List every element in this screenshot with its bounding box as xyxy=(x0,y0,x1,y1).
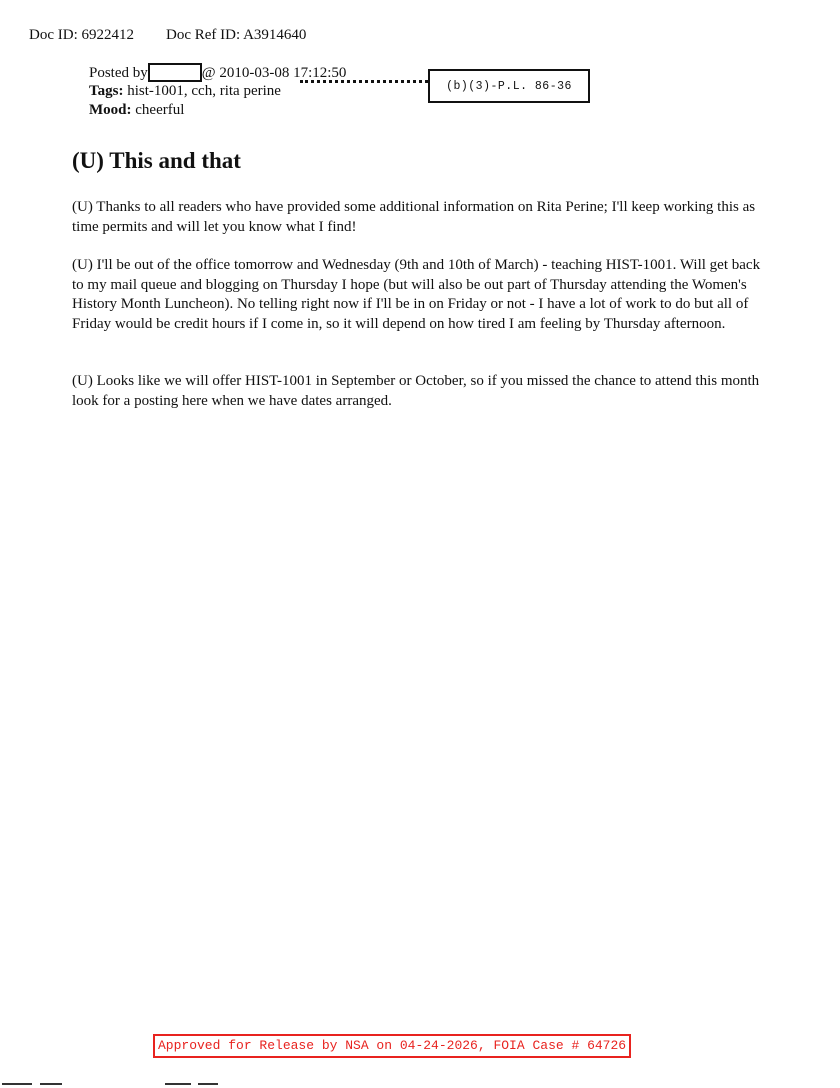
tags-label: Tags: xyxy=(89,83,124,99)
mood-row xyxy=(89,101,184,120)
tags-value: hist-1001, cch, rita perine xyxy=(127,83,281,99)
post-paragraph: (U) Thanks to all readers who have provided some additional information on Rita Perine; I'll keep working this as time permits and will let you know what I find! xyxy=(72,199,756,235)
fragment-mark xyxy=(198,1083,218,1085)
post-paragraph: (U) Looks like we will offer HIST-1001 in September or October, so if you missed the chance to attend this month look for a posting here when we have dates arranged. xyxy=(72,373,760,409)
author-redaction-box xyxy=(148,63,202,82)
doc-id: Doc ID: 6922412 xyxy=(29,27,134,43)
posted-timestamp: @ 2010-03-08 17:12:50 xyxy=(201,65,347,81)
fragment-mark xyxy=(40,1083,62,1085)
doc-ref-id: Doc Ref ID: A3914640 xyxy=(166,27,307,43)
tags-row xyxy=(89,82,281,101)
release-stamp: Approved for Release by NSA on 04-24-2026, FOIA Case # 64726 xyxy=(153,1034,631,1058)
mood-value: cheerful xyxy=(135,102,185,118)
fragment-mark xyxy=(2,1083,32,1085)
mood-label: Mood: xyxy=(89,102,132,118)
redaction-leader-dots xyxy=(300,80,428,83)
post-title: (U) This and that xyxy=(72,148,241,173)
fragment-mark xyxy=(165,1083,191,1085)
exemption-box: (b)(3)-P.L. 86-36 xyxy=(428,69,590,103)
cut-off-footer-fragment xyxy=(0,1080,840,1088)
posted-by-label: Posted by xyxy=(89,65,148,81)
post-paragraph: (U) I'll be out of the office tomorrow and Wednesday (9th and 10th of March) - teaching HIST-1001. Will get back to my mail queue and blogging on Thursday I hope (but will also be out part of Thursday attending the Women's History Month Luncheon). No telling right now if I'll be in on Friday or not - I have a lot of work to do but all of Friday would be credit hours if I come in, so it will depend on how tired I am feeling by Thursday afternoon. xyxy=(72,257,761,332)
